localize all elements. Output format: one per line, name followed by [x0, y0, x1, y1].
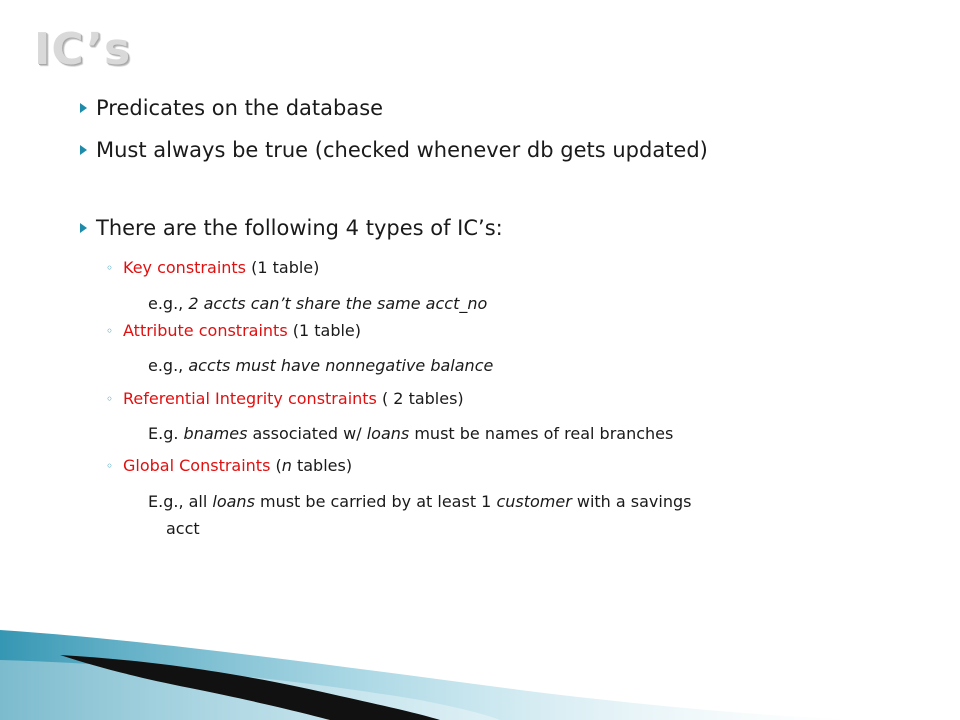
circle-bullet-icon: ◦ — [106, 261, 114, 275]
slide-title: IC’s — [34, 24, 132, 75]
example-body: accts must have nonnegative balance — [188, 356, 494, 375]
circle-bullet-icon: ◦ — [106, 459, 114, 473]
example-lead: E.g., all — [148, 492, 213, 511]
circle-bullet-icon: ◦ — [106, 392, 114, 406]
example-term: customer — [496, 492, 572, 511]
example-text: with a savings — [571, 492, 692, 511]
example-text: must be names of real branches — [409, 424, 674, 443]
bullet-text: Predicates on the database — [96, 96, 384, 120]
example-text: acct — [166, 519, 200, 538]
type-scope: (1 table) — [246, 258, 320, 277]
example-term: loans — [366, 424, 410, 443]
circle-bullet-icon: ◦ — [106, 324, 114, 338]
type-scope: ( — [270, 456, 282, 475]
type-name: Referential Integrity constraints — [123, 389, 377, 408]
example-text: must be carried by at least 1 — [254, 492, 497, 511]
example-lead: e.g., — [148, 356, 189, 375]
type-scope: ( 2 tables) — [376, 389, 464, 408]
example-text: associated w/ — [247, 424, 367, 443]
type-scope-n: n — [281, 456, 292, 475]
type-scope: tables) — [291, 456, 353, 475]
example-term: bnames — [183, 424, 248, 443]
type-name: Global Constraints — [123, 456, 271, 475]
example-term: loans — [212, 492, 255, 511]
example-lead: e.g., — [148, 294, 189, 313]
bullet-text: Must always be true (checked whenever db gets updated) — [96, 138, 708, 162]
type-name: Key constraints — [123, 258, 247, 277]
example-body: 2 accts can’t share the same acct_no — [188, 294, 488, 313]
example-lead: E.g. — [148, 424, 184, 443]
type-scope: (1 table) — [287, 321, 362, 340]
type-name: Attribute constraints — [123, 321, 288, 340]
bullet-text: There are the following 4 types of IC’s: — [96, 216, 503, 240]
